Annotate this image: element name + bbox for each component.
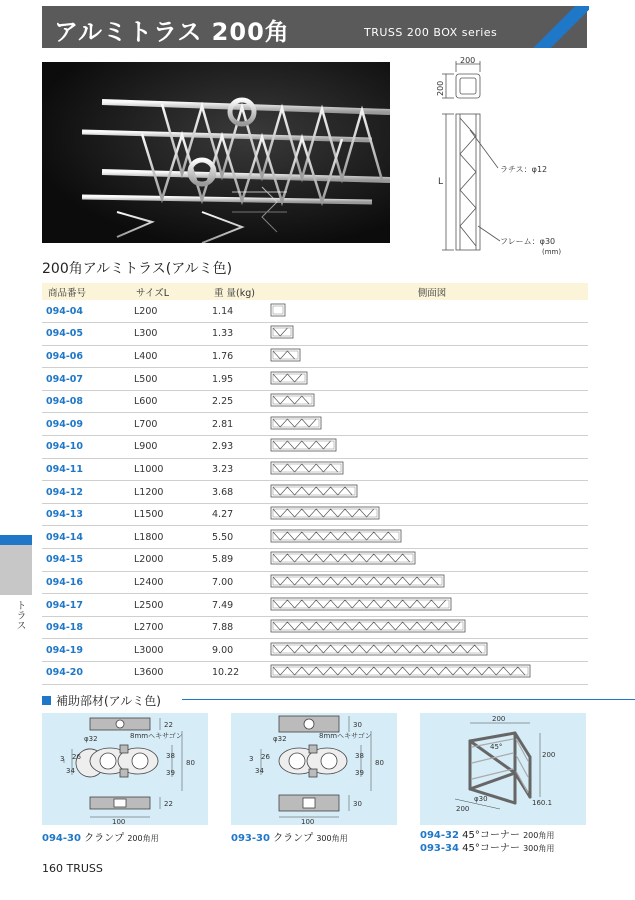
table-row [42, 458, 588, 481]
table-row [42, 323, 588, 346]
footer-label: TRUSS [66, 862, 103, 875]
dim-height: 200 [436, 80, 445, 96]
cell-size: L2000 [130, 549, 208, 572]
table-row [42, 662, 588, 685]
table-row [42, 571, 588, 594]
col-code: 商品番号 [48, 287, 87, 299]
page-title: アルミトラス 200角 [54, 18, 290, 46]
table-row [42, 413, 588, 436]
clamp-300-dim-3: 3 [249, 755, 254, 763]
cell-side-view [270, 323, 588, 346]
truss-side-view-icon [270, 619, 466, 633]
cell-code: 094-07 [42, 368, 130, 391]
cell-code: 094-15 [42, 549, 130, 572]
cell-code: 094-18 [42, 616, 130, 639]
cell-side-view [270, 481, 588, 504]
cell-size: L2500 [130, 594, 208, 617]
truss-side-view-icon [270, 597, 452, 611]
clamp-200-note: 200角用 [127, 834, 159, 843]
truss-side-view-icon [270, 664, 531, 678]
clamp-200-drawing [42, 713, 208, 825]
cell-wt: 1.33 [208, 323, 270, 346]
cell-size: L600 [130, 390, 208, 413]
clamp-300-dim-34: 34 [255, 767, 264, 775]
truss-side-view-icon [270, 551, 416, 565]
accessory-divider [182, 699, 635, 700]
cell-side-view [270, 616, 588, 639]
cell-wt: 4.27 [208, 503, 270, 526]
table-row [42, 594, 588, 617]
truss-photo [42, 62, 390, 243]
square-bullet-icon [42, 696, 51, 705]
clamp-200-caption [42, 829, 159, 844]
cell-wt: 5.50 [208, 526, 270, 549]
corner-dim-right: 200 [542, 751, 556, 759]
cell-code: 094-19 [42, 639, 130, 662]
clamp-300-note: 300角用 [316, 834, 348, 843]
truss-side-view-icon [270, 348, 301, 362]
cell-wt: 1.76 [208, 345, 270, 368]
clamp-200-dim-width: 100 [112, 818, 126, 825]
cell-size: L2400 [130, 571, 208, 594]
clamp-300-drawing [231, 713, 397, 825]
table-row [42, 481, 588, 504]
cell-wt: 2.25 [208, 390, 270, 413]
product-table [42, 283, 588, 685]
cell-code: 094-05 [42, 323, 130, 346]
lattice-label: ラチス：φ12 [500, 165, 548, 174]
clamp-300-dim-80: 80 [375, 759, 384, 767]
truss-side-view-icon [270, 393, 315, 407]
cell-side-view [270, 368, 588, 391]
cell-side-view [270, 639, 588, 662]
cell-wt: 3.23 [208, 458, 270, 481]
side-tab-label: トラス [14, 600, 25, 630]
cell-size: L2700 [130, 616, 208, 639]
clamp-300-hex-label: 8mmヘキサゴン [319, 732, 372, 740]
cell-wt: 1.14 [208, 300, 270, 323]
side-tab-accent [0, 535, 32, 545]
cell-side-view [270, 526, 588, 549]
cell-code: 094-10 [42, 436, 130, 459]
cell-size: L500 [130, 368, 208, 391]
table-row [42, 526, 588, 549]
corner-card [420, 713, 586, 825]
clamp-200-hex-label: 8mmヘキサゴン [130, 732, 183, 740]
clamp-300-dim-39: 39 [355, 769, 364, 777]
clamp-300-name: クランプ [273, 833, 314, 844]
truss-side-view-icon [270, 484, 358, 498]
cell-code: 094-20 [42, 662, 130, 685]
corner-dim-left: 200 [456, 805, 470, 813]
page-number: 160 [42, 862, 63, 875]
accessory-section-title [42, 692, 161, 709]
cell-size: L3000 [130, 639, 208, 662]
clamp-200-dim-bottom: 22 [164, 800, 173, 808]
cell-size: L700 [130, 413, 208, 436]
cell-side-view [270, 390, 588, 413]
clamp-200-card [42, 713, 208, 825]
cell-side-view [270, 503, 588, 526]
table-row [42, 300, 588, 323]
cell-wt: 10.22 [208, 662, 270, 685]
cell-side-view [270, 436, 588, 459]
truss-side-view-icon [270, 529, 402, 543]
cell-side-view [270, 413, 588, 436]
accessory-section-label: 補助部材(アルミ色) [56, 694, 161, 708]
cell-code: 094-13 [42, 503, 130, 526]
corner-angle: 45° [490, 743, 503, 751]
corner-300-name: 45°コーナー [462, 843, 520, 854]
truss-side-view-icon [270, 438, 337, 452]
clamp-200-pipe: φ32 [84, 735, 98, 743]
cell-size: L300 [130, 323, 208, 346]
cell-size: L200 [130, 300, 208, 323]
table-row [42, 549, 588, 572]
clamp-300-caption [231, 829, 348, 844]
cell-side-view [270, 345, 588, 368]
cell-side-view [270, 662, 588, 685]
cell-code: 094-12 [42, 481, 130, 504]
side-tab [0, 535, 32, 595]
cell-code: 094-04 [42, 300, 130, 323]
truss-side-view-icon [270, 461, 344, 475]
corner-pipe: φ30 [474, 795, 488, 803]
corner-300-note: 300角用 [523, 844, 555, 853]
cell-wt: 2.81 [208, 413, 270, 436]
cell-wt: 2.93 [208, 436, 270, 459]
cell-code: 094-16 [42, 571, 130, 594]
cell-size: L3600 [130, 662, 208, 685]
clamp-300-dim-38: 38 [355, 752, 364, 760]
clamp-200-dim-38: 38 [166, 752, 175, 760]
clamp-300-code: 093-30 [231, 833, 270, 844]
cell-code: 094-14 [42, 526, 130, 549]
table-row [42, 345, 588, 368]
clamp-300-dim-width: 100 [301, 818, 315, 825]
corner-200-code: 094-32 [420, 830, 459, 841]
cell-side-view [270, 549, 588, 572]
corner-200-note: 200角用 [523, 831, 555, 840]
cell-wt: 9.00 [208, 639, 270, 662]
clamp-200-code: 094-30 [42, 833, 81, 844]
clamp-300-dim-26: 26 [261, 753, 270, 761]
col-size: サイズL [136, 287, 170, 299]
cell-wt: 7.49 [208, 594, 270, 617]
clamp-200-dim-top: 22 [164, 721, 173, 729]
truss-side-view-icon [270, 416, 322, 430]
cell-wt: 7.00 [208, 571, 270, 594]
clamp-200-dim-34: 34 [66, 767, 75, 775]
col-weight: 重 量(kg) [214, 287, 255, 299]
cell-side-view [270, 594, 588, 617]
cell-wt: 3.68 [208, 481, 270, 504]
table-row [42, 390, 588, 413]
cell-wt: 1.95 [208, 368, 270, 391]
corner-200-name: 45°コーナー [462, 830, 520, 841]
dimension-drawing [420, 56, 600, 256]
corner-drawing [420, 713, 586, 825]
table-row [42, 616, 588, 639]
cell-size: L1500 [130, 503, 208, 526]
clamp-200-dim-26: 26 [72, 753, 81, 761]
table-header-row [42, 283, 588, 300]
truss-side-view-icon [270, 574, 445, 588]
truss-side-view-icon [270, 303, 286, 317]
table-row [42, 368, 588, 391]
page-footer [42, 862, 103, 875]
truss-side-view-icon [270, 506, 380, 520]
corner-300-caption [420, 839, 554, 854]
cell-side-view [270, 571, 588, 594]
truss-side-view-icon [270, 642, 488, 656]
clamp-200-dim-3: 3 [60, 755, 65, 763]
truss-photo-drawing [42, 62, 390, 243]
frame-label: フレーム：φ30 [500, 237, 556, 246]
cell-code: 094-08 [42, 390, 130, 413]
table-row [42, 503, 588, 526]
cell-side-view [270, 300, 588, 323]
cell-code: 094-17 [42, 594, 130, 617]
corner-300-code: 093-34 [420, 843, 459, 854]
header-accent-stripe [519, 6, 589, 48]
cell-code: 094-06 [42, 345, 130, 368]
page-header [42, 6, 587, 48]
clamp-300-card [231, 713, 397, 825]
corner-dim-top: 200 [492, 715, 506, 723]
cell-wt: 7.88 [208, 616, 270, 639]
cell-side-view [270, 458, 588, 481]
section-title: 200角アルミトラス(アルミ色) [42, 261, 233, 277]
cell-wt: 5.89 [208, 549, 270, 572]
table-row [42, 639, 588, 662]
clamp-300-dim-top: 30 [353, 721, 362, 729]
corner-dim-160: 160.1 [532, 799, 553, 807]
dim-width: 200 [460, 56, 476, 65]
clamp-300-pipe: φ32 [273, 735, 287, 743]
cell-code: 094-11 [42, 458, 130, 481]
truss-side-view-icon [270, 325, 294, 339]
cell-size: L400 [130, 345, 208, 368]
cell-size: L900 [130, 436, 208, 459]
table-row [42, 436, 588, 459]
truss-dimension-diagram [420, 56, 600, 256]
clamp-200-name: クランプ [84, 833, 125, 844]
truss-side-view-icon [270, 371, 308, 385]
unit-label: (mm) [542, 248, 562, 256]
clamp-300-dim-bottom: 30 [353, 800, 362, 808]
clamp-200-dim-39: 39 [166, 769, 175, 777]
clamp-200-dim-80: 80 [186, 759, 195, 767]
cell-code: 094-09 [42, 413, 130, 436]
dim-length: L [438, 177, 444, 187]
cell-size: L1200 [130, 481, 208, 504]
col-side-view: 側面図 [417, 287, 447, 299]
cell-size: L1000 [130, 458, 208, 481]
cell-size: L1800 [130, 526, 208, 549]
series-label: TRUSS 200 BOX series [364, 26, 498, 39]
